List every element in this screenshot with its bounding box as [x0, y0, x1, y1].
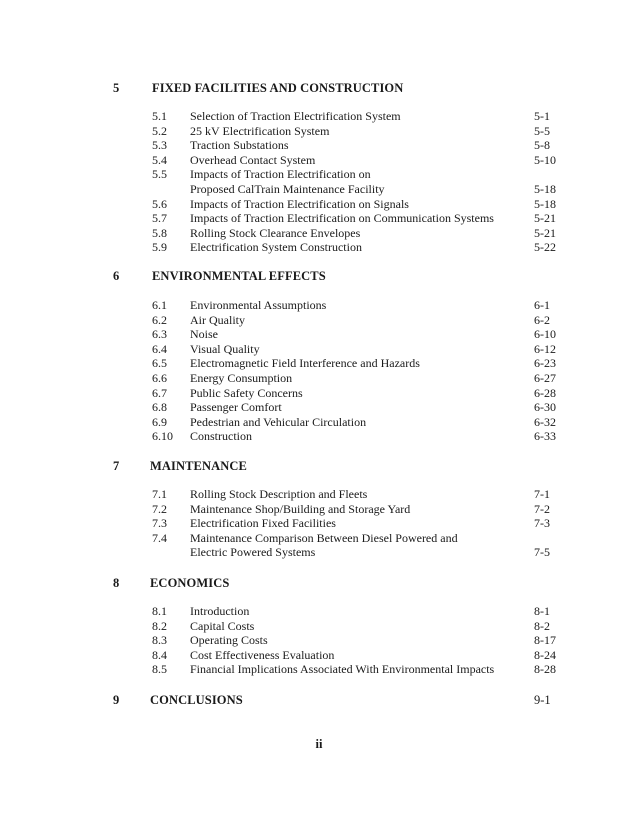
section-page: 6-10 — [534, 327, 556, 342]
toc-entry — [0, 313, 638, 328]
section-number: 6.3 — [152, 327, 167, 342]
section-title: Cost Effectiveness Evaluation — [190, 647, 335, 662]
chapter-title: FIXED FACILITIES AND CONSTRUCTION — [152, 81, 404, 95]
toc-entry — [0, 487, 638, 502]
toc-entry — [0, 211, 638, 226]
page-number: ii — [315, 737, 323, 751]
section-title: Environmental Assumptions — [190, 298, 327, 312]
section-title: Noise — [190, 327, 218, 342]
chapter-title: ENVIRONMENTAL EFFECTS — [152, 269, 326, 283]
chapter-number: 9 — [113, 693, 120, 707]
section-title: Impacts of Traction Electrification on — [190, 167, 371, 182]
toc-entry — [0, 197, 638, 212]
chapter-number: 8 — [113, 576, 120, 590]
section-title: Impacts of Traction Electrification on Signals — [190, 196, 409, 211]
section-number: 6.8 — [152, 400, 167, 415]
section-title: Financial Implications Associated With Environmental Impacts — [190, 662, 495, 677]
toc-entry — [0, 109, 638, 124]
section-number: 5.4 — [152, 152, 167, 167]
section-number: 8.1 — [152, 604, 167, 618]
section-number: 8.5 — [152, 662, 167, 677]
section-number: 5.8 — [152, 225, 167, 240]
section-number: 5.6 — [152, 196, 167, 211]
toc-entry — [0, 516, 638, 531]
chapter-title: ECONOMICS — [150, 576, 230, 590]
chapter-number: 6 — [113, 269, 120, 283]
section-number: 8.2 — [152, 618, 167, 633]
section-page: 6-32 — [534, 414, 556, 429]
section-number: 5.1 — [152, 109, 167, 123]
section-title: Electrification Fixed Facilities — [190, 516, 336, 531]
section-number: 6.2 — [152, 312, 167, 327]
toc-entry — [0, 124, 638, 139]
toc-entry — [0, 415, 638, 430]
section-title: Public Safety Concerns — [190, 385, 303, 400]
section-number: 6.9 — [152, 414, 167, 429]
section-number: 8.3 — [152, 633, 167, 648]
toc-entry — [0, 327, 638, 342]
section-title-continued: Electric Powered Systems — [190, 545, 316, 560]
section-number: 6.7 — [152, 385, 167, 400]
section-number: 5.5 — [152, 167, 167, 182]
chapter-page: 9-1 — [534, 693, 551, 707]
section-page: 7-1 — [534, 487, 550, 501]
section-page: 6-23 — [534, 356, 556, 371]
section-number: 7.3 — [152, 516, 167, 531]
section-title: Air Quality — [190, 312, 245, 327]
section-page: 6-27 — [534, 371, 556, 385]
section-page: 8-1 — [534, 604, 550, 618]
section-page: 7-3 — [534, 516, 550, 531]
toc-entry — [0, 530, 638, 560]
section-number: 5.7 — [152, 211, 167, 226]
section-number: 6.1 — [152, 298, 167, 312]
chapter-title: CONCLUSIONS — [150, 693, 243, 707]
section-page: 6-33 — [534, 429, 556, 444]
section-title: Selection of Traction Electrification System — [190, 109, 401, 123]
section-title: Impacts of Traction Electrification on Communication Systems — [190, 211, 494, 226]
section-page: 8-28 — [534, 662, 556, 677]
chapter-heading — [0, 575, 638, 591]
toc-entry — [0, 138, 638, 153]
toc-entry — [0, 633, 638, 648]
section-number: 6.5 — [152, 356, 167, 371]
section-title: Capital Costs — [190, 618, 255, 633]
toc-entry — [0, 298, 638, 313]
section-page: 8-2 — [534, 618, 550, 633]
section-page: 6-12 — [534, 341, 556, 356]
section-page: 5-8 — [534, 138, 550, 153]
section-page: 8-24 — [534, 647, 556, 662]
section-page: 5-1 — [534, 109, 550, 123]
section-page: 6-2 — [534, 312, 550, 327]
toc-entry — [0, 648, 638, 663]
toc-entry — [0, 400, 638, 415]
section-title: Rolling Stock Clearance Envelopes — [190, 225, 361, 240]
section-page: 6-30 — [534, 400, 556, 415]
section-title: Overhead Contact System — [190, 152, 316, 167]
section-title: Electrification System Construction — [190, 240, 362, 255]
section-page: 5-18 — [534, 196, 556, 211]
section-number: 6.6 — [152, 371, 167, 385]
section-title: Construction — [190, 429, 252, 444]
toc-entry — [0, 502, 638, 517]
toc-entry — [0, 429, 638, 444]
chapter-title: MAINTENANCE — [150, 459, 247, 473]
section-title: Passenger Comfort — [190, 400, 282, 415]
section-title: Traction Substations — [190, 138, 289, 153]
toc-entry — [0, 342, 638, 357]
section-title: Visual Quality — [190, 341, 260, 356]
chapter-heading — [0, 692, 638, 708]
section-number: 5.9 — [152, 240, 167, 255]
section-page: 8-17 — [534, 633, 556, 648]
section-number: 7.2 — [152, 501, 167, 516]
section-page: 5-18 — [534, 181, 556, 196]
section-page: 6-1 — [534, 298, 550, 312]
section-number: 5.3 — [152, 138, 167, 153]
section-page: 5-5 — [534, 123, 550, 138]
toc-entry — [0, 619, 638, 634]
section-title: Rolling Stock Description and Fleets — [190, 487, 368, 501]
toc-entry — [0, 167, 638, 196]
toc-entry — [0, 662, 638, 677]
section-number: 6.10 — [152, 429, 173, 444]
section-number: 6.4 — [152, 341, 167, 356]
section-title: Maintenance Shop/Building and Storage Yard — [190, 501, 411, 516]
section-page: 5-21 — [534, 225, 556, 240]
section-page: 5-22 — [534, 240, 556, 255]
section-page: 6-28 — [534, 385, 556, 400]
toc-entry — [0, 371, 638, 386]
section-title: 25 kV Electrification System — [190, 123, 330, 138]
section-number: 7.4 — [152, 530, 167, 545]
section-title: Introduction — [190, 604, 250, 618]
chapter-number: 7 — [113, 459, 120, 473]
toc-entry — [0, 386, 638, 401]
toc-entry — [0, 604, 638, 619]
section-title: Energy Consumption — [190, 371, 293, 385]
section-title: Operating Costs — [190, 633, 268, 648]
toc-entry — [0, 226, 638, 241]
section-number: 8.4 — [152, 647, 167, 662]
section-title-continued: Proposed CalTrain Maintenance Facility — [190, 181, 385, 196]
section-page: 5-21 — [534, 211, 556, 226]
chapter-heading — [0, 268, 638, 284]
section-number: 5.2 — [152, 123, 167, 138]
chapter-heading — [0, 80, 638, 96]
section-page: 7-2 — [534, 501, 550, 516]
toc-entry — [0, 356, 638, 371]
toc-entry — [0, 240, 638, 255]
section-number: 7.1 — [152, 487, 167, 501]
section-title: Electromagnetic Field Interference and Hazards — [190, 356, 420, 371]
section-title: Pedestrian and Vehicular Circulation — [190, 414, 367, 429]
toc-entry — [0, 153, 638, 168]
section-page: 5-10 — [534, 152, 556, 167]
chapter-heading — [0, 458, 638, 474]
section-title: Maintenance Comparison Between Diesel Powered and — [190, 530, 458, 545]
section-page: 7-5 — [534, 545, 550, 560]
chapter-number: 5 — [113, 81, 120, 95]
